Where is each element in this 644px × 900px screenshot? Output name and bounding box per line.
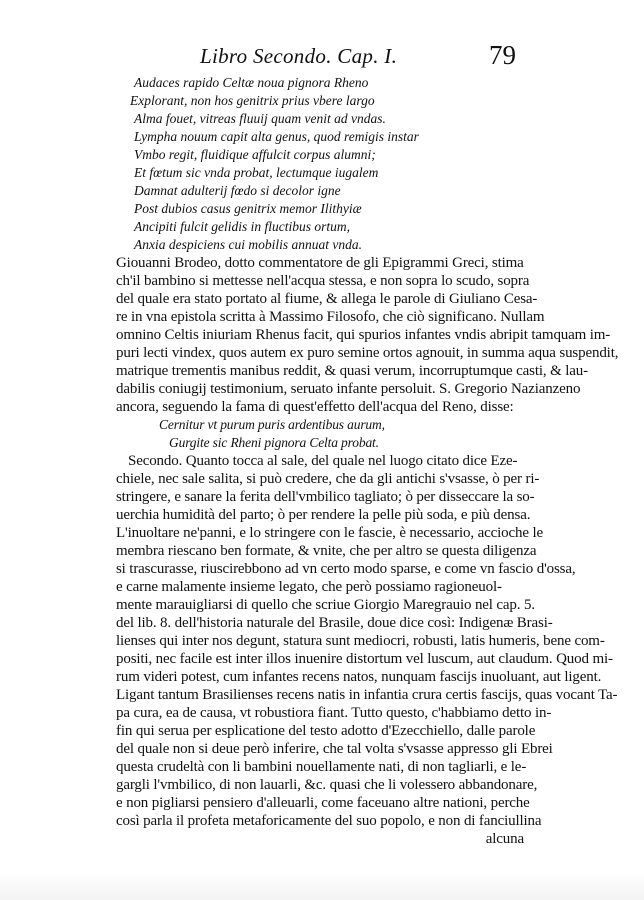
verse-line: Ancipiti fulcit gelidis in fluctibus ortum, bbox=[134, 219, 350, 234]
text-line: stringere, e sanare la ferita dell'vmbilico tagliato; ò per disseccare la so- bbox=[116, 489, 535, 505]
page-header bbox=[0, 40, 644, 74]
text-line: puri lecti vindex, quos autem ex puro semine ortos agnouit, in summa aqua suspendit, bbox=[116, 345, 619, 361]
text-line: L'inuoltare ne'panni, e lo stringere con le fascie, è necessario, accioche le bbox=[116, 525, 543, 541]
verse-line: Anxia despiciens cui mobilis annuat vnda. bbox=[134, 237, 362, 252]
text-line: pa cura, ea de causa, vt robustiora fiant. Tutto questo, c'habbiamo detto in- bbox=[116, 705, 552, 721]
text-line: fin qui serua per esplicatione del testo adotto d'Ezecchiello, dalle parole bbox=[116, 723, 536, 739]
text-line: matrique trementis manibus reddit, & quasi verum, incorruptumque casti, & lau- bbox=[116, 363, 588, 379]
running-title: Libro Secondo. Cap. I. bbox=[200, 44, 398, 68]
verse-line: Alma fouet, vitreas fluuij quam venit ad vndas. bbox=[134, 111, 386, 126]
page-number: 79 bbox=[489, 40, 516, 70]
verse-line: Audaces rapido Celtæ noua pignora Rheno bbox=[134, 75, 369, 90]
text-line: e carne malamente insieme legato, che però possiamo ragioneuol- bbox=[116, 579, 502, 595]
text-line: Giouanni Brodeo, dotto commentatore de gli Epigrammi Greci, stima bbox=[116, 255, 524, 271]
text-line: positi, nec facile est inter illos inuenire distortum vel luscum, aut claudum. Quod mi- bbox=[116, 651, 613, 667]
verse-line: Vmbo regit, fluidique affulcit corpus alumni; bbox=[134, 147, 376, 162]
text-line: lienses qui inter nos degunt, statura sunt mediocri, robusti, latis humeris, bene com- bbox=[116, 633, 605, 649]
text-line: si trascurasse, riuscirebbono ad vn certo modo sparse, e come vn fascio d'ossa, bbox=[116, 561, 576, 577]
page-body bbox=[116, 74, 619, 848]
text-line: così parla il profeta metaforicamente del suo popolo, e non di fanciullina bbox=[116, 813, 542, 829]
text-line: uerchia humidità del parto; ò per rendere la pelle più soda, e più densa. bbox=[116, 507, 531, 523]
text-line: chiele, nec sale salita, si può credere, che da gli antichi s'vsasse, ò per ri- bbox=[116, 471, 540, 487]
quote-line: Gurgite sic Rheni pignora Celta probat. bbox=[169, 435, 379, 450]
latin-verse-block bbox=[116, 74, 528, 254]
text-line: ch'il bambino si mettesse nell'acqua stessa, e non sopra lo scudo, sopra bbox=[116, 273, 530, 289]
text-line: e non pigliarsi pensiero d'alleuarli, come faceuano altre nationi, perche bbox=[116, 795, 530, 811]
quote-line: Cernitur vt purum puris ardentibus aurum, bbox=[159, 417, 385, 432]
verse-line: Lympha nouum capit alta genus, quod remigis instar bbox=[134, 129, 419, 144]
text-line: del quale non si deue però inferire, che tal volta s'vsasse appresso gli Ebrei bbox=[116, 741, 553, 757]
text-line: rum videri potest, cum infantes recens natos, nunquam fascijs inuoluant, aut ligent. bbox=[116, 669, 602, 685]
text-line: del lib. 8. dell'historia naturale del Brasile, doue dice così: Indigenæ Brasi- bbox=[116, 615, 553, 631]
scan-bottom-edge bbox=[0, 872, 644, 900]
text-line: Secondo. Quanto tocca al sale, del quale nel luogo citato dice Eze- bbox=[128, 453, 518, 469]
text-line: omnino Celtis iniuriam Rhenus facit, qui spurios infantes vndis abripit tamquam im- bbox=[116, 327, 611, 343]
catchword: alcuna bbox=[485, 831, 524, 847]
paragraph-secondo bbox=[116, 452, 618, 830]
verse-line: Post dubios casus genitrix memor Ilithyiæ bbox=[134, 201, 362, 216]
text-line: questa crudeltà con li bambini nouellamente nati, di non tagliarli, e le- bbox=[116, 759, 527, 775]
text-line: ancora, seguendo la fama di quest'effetto dell'acqua del Reno, disse: bbox=[116, 399, 514, 415]
verse-line: Damnat adulterij fœdo si decolor igne bbox=[134, 183, 341, 198]
text-line: gargli l'vmbilico, di non lauarli, &c. quasi che li volessero abbandonare, bbox=[116, 777, 538, 793]
text-line: mente marauigliarsi di quello che scriue Giorgio Maregrauio nel cap. 5. bbox=[116, 597, 535, 613]
text-line: Ligant tantum Brasilienses recens natis in infantia crura certis fascijs, quas vocant Ta- bbox=[116, 687, 618, 703]
text-line: membra riescano ben formate, & vnite, che per altro se questa diligenza bbox=[116, 543, 537, 559]
verse-line: Explorant, non hos genitrix prius vbere largo bbox=[130, 93, 375, 108]
nazianzeno-quote bbox=[116, 416, 528, 452]
verse-line: Et fœtum sic vnda probat, lectumque iugalem bbox=[134, 165, 379, 180]
paragraph-brodeo bbox=[116, 254, 619, 416]
text-line: dabilis coniugij testimonium, seruato infante persoluit. S. Gregorio Nazianzeno bbox=[116, 381, 581, 397]
text-line: re in vna epistola scritta à Massimo Filosofo, che ciò significano. Nullam bbox=[116, 309, 545, 325]
text-line: del quale era stato portato al fiume, & allega le parole di Giuliano Cesa- bbox=[116, 291, 538, 307]
